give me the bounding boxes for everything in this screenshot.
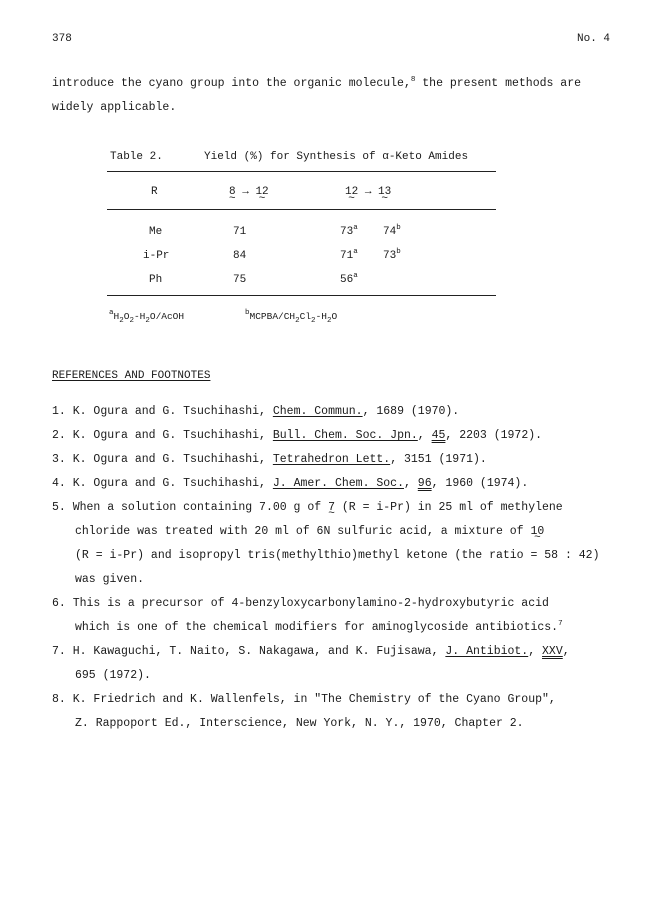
reference-8-line-1 bbox=[52, 693, 556, 706]
footnote-marker: b bbox=[396, 248, 401, 256]
reference-number: 2. bbox=[52, 429, 66, 442]
compound-number: 8 ~ bbox=[229, 186, 236, 198]
footnote-text: O/AcOH bbox=[149, 311, 185, 322]
footnote-marker: a bbox=[109, 309, 114, 317]
subscript: 2 bbox=[295, 317, 300, 325]
journal-name: J. Amer. Chem. Soc. bbox=[272, 477, 404, 490]
reference-2 bbox=[52, 429, 542, 442]
reference-text: K. Friedrich and K. Wallenfels, in "The Chemistry of the Cyano Group", bbox=[72, 693, 556, 706]
compound-number: 13 ~ bbox=[378, 186, 391, 198]
reference-6-line-2 bbox=[75, 621, 563, 634]
reference-7-line-1 bbox=[52, 645, 570, 658]
reference-1 bbox=[52, 405, 459, 418]
reference-number: 3. bbox=[52, 453, 66, 466]
references-heading: REFERENCES AND FOOTNOTES bbox=[52, 370, 211, 382]
reference-text: When a solution containing 7.00 g of bbox=[72, 501, 329, 514]
table-row-yield-a: 84 bbox=[233, 250, 247, 262]
intro-text: the present methods are bbox=[415, 77, 582, 90]
intro-line-2: widely applicable. bbox=[52, 101, 177, 114]
page-number: 378 bbox=[52, 33, 72, 45]
reference-5-line-1 bbox=[52, 501, 563, 514]
reference-citation: , bbox=[562, 645, 570, 658]
footnote-text: H bbox=[113, 311, 120, 322]
reference-3 bbox=[52, 453, 487, 466]
reference-authors: K. Ogura and G. Tsuchihashi, bbox=[72, 429, 273, 442]
yield-value: 74 bbox=[383, 226, 397, 238]
table-caption-label: Table 2. bbox=[110, 151, 163, 163]
table-row-r: i-Pr bbox=[143, 250, 170, 262]
arrow: → bbox=[364, 186, 372, 198]
compound-number: 10 ~ bbox=[530, 525, 544, 538]
subscript: 2 bbox=[129, 317, 134, 325]
reference-citation: , bbox=[528, 645, 543, 658]
subscript: 2 bbox=[326, 317, 332, 325]
subscript: 2 bbox=[311, 317, 316, 325]
reference-number: 5. bbox=[52, 501, 66, 514]
reference-5-line-4: was given. bbox=[75, 573, 145, 586]
intro-text: introduce the cyano group into the organic molecule, bbox=[52, 77, 411, 90]
footnote-text: -H bbox=[315, 311, 327, 322]
reference-5-line-2 bbox=[75, 525, 544, 538]
footnote-marker: a bbox=[353, 272, 358, 280]
reference-number: 1. bbox=[52, 405, 66, 418]
table-row-yield-a: 75 bbox=[233, 274, 247, 286]
table-row-r: Me bbox=[149, 226, 163, 238]
table-header-r: R bbox=[151, 186, 158, 198]
footnote-text: O bbox=[331, 311, 338, 322]
journal-name: Chem. Commun. bbox=[272, 405, 363, 418]
yield-value: 73 bbox=[340, 226, 354, 238]
table-caption-title: Yield (%) for Synthesis of α-Keto Amides bbox=[204, 151, 469, 163]
subscript: 2 bbox=[119, 317, 124, 325]
reference-authors: K. Ogura and G. Tsuchihashi, bbox=[72, 405, 273, 418]
table-top-rule bbox=[107, 171, 496, 172]
reference-4 bbox=[52, 477, 528, 490]
table-footnote-b bbox=[245, 309, 338, 325]
compound-number: 12 ~ bbox=[255, 186, 268, 198]
volume-number: XXV bbox=[542, 645, 563, 658]
issue-number: No. 4 bbox=[577, 33, 611, 45]
reference-authors: K. Ogura and G. Tsuchihashi, bbox=[72, 453, 273, 466]
footnote-marker: 8 bbox=[410, 76, 416, 84]
journal-name: Tetrahedron Lett. bbox=[272, 453, 391, 466]
table-row-r: Ph bbox=[149, 274, 163, 286]
footnote-text: MCPBA/CH bbox=[249, 311, 296, 322]
table-row-yield-b1 bbox=[340, 274, 358, 286]
footnote-marker: 7 bbox=[558, 620, 563, 628]
table-row-yield-b2 bbox=[383, 226, 401, 238]
reference-citation: , 1960 (1974). bbox=[431, 477, 529, 490]
yield-value: 73 bbox=[383, 250, 397, 262]
footnote-text: Cl bbox=[299, 311, 312, 322]
yield-value: 71 bbox=[340, 250, 354, 262]
arrow: → bbox=[242, 186, 249, 198]
table-bottom-rule bbox=[107, 295, 496, 296]
reference-7-line-2: 695 (1972). bbox=[75, 669, 151, 682]
footnote-text: -H bbox=[133, 311, 146, 322]
reference-number: 7. bbox=[52, 645, 66, 658]
volume-number: 45 bbox=[431, 429, 446, 442]
reference-number: 8. bbox=[52, 693, 66, 706]
compound-number: 12 ~ bbox=[345, 186, 358, 198]
intro-line-1 bbox=[52, 77, 581, 90]
reference-citation: , 1689 (1970). bbox=[362, 405, 460, 418]
reference-citation: , 2203 (1972). bbox=[445, 429, 543, 442]
footnote-marker: a bbox=[353, 224, 358, 232]
reference-citation: , bbox=[403, 477, 418, 490]
footnote-marker: b bbox=[396, 224, 401, 232]
reference-6-line-1 bbox=[52, 597, 549, 610]
table-row-yield-b2 bbox=[383, 250, 401, 262]
table-header-step-1 bbox=[229, 186, 269, 198]
reference-8-line-2: Z. Rappoport Ed., Interscience, New York, N. Y., 1970, Chapter 2. bbox=[75, 717, 524, 730]
reference-number: 4. bbox=[52, 477, 66, 490]
table-footnote-a bbox=[109, 309, 185, 325]
table-header-step-2 bbox=[345, 186, 391, 198]
reference-5-line-3: (R = i-Pr) and isopropyl tris(methylthio)methyl ketone (the ratio = 58 : 42) bbox=[75, 549, 600, 562]
table-row-yield-b1 bbox=[340, 250, 358, 262]
yield-value: 56 bbox=[340, 274, 354, 286]
reference-citation: , 3151 (1971). bbox=[390, 453, 487, 466]
compound-number: 7 ~ bbox=[328, 501, 335, 514]
reference-text: which is one of the chemical modifiers for aminoglycoside antibiotics. bbox=[75, 621, 559, 634]
reference-number: 6. bbox=[52, 597, 66, 610]
table-row-yield-b1 bbox=[340, 226, 358, 238]
reference-authors: K. Ogura and G. Tsuchihashi, bbox=[72, 477, 273, 490]
volume-number: 96 bbox=[417, 477, 432, 490]
journal-name: J. Antibiot. bbox=[445, 645, 529, 658]
subscript: 2 bbox=[145, 317, 150, 325]
journal-name: Bull. Chem. Soc. Jpn. bbox=[272, 429, 418, 442]
reference-text: This is a precursor of 4-benzyloxycarbonylamino-2-hydroxybutyric acid bbox=[72, 597, 549, 610]
table-header-rule bbox=[107, 209, 496, 210]
reference-text: chloride was treated with 20 ml of 6N sulfuric acid, a mixture of bbox=[75, 525, 531, 538]
table-row-yield-a: 71 bbox=[233, 226, 247, 238]
footnote-text: O bbox=[123, 311, 130, 322]
reference-text: (R = i-Pr) in 25 ml of methylene bbox=[334, 501, 563, 514]
footnote-marker: a bbox=[353, 248, 358, 256]
reference-citation: , bbox=[417, 429, 432, 442]
footnote-marker: b bbox=[245, 309, 250, 317]
reference-authors: H. Kawaguchi, T. Naito, S. Nakagawa, and K. Fujisawa, bbox=[72, 645, 446, 658]
